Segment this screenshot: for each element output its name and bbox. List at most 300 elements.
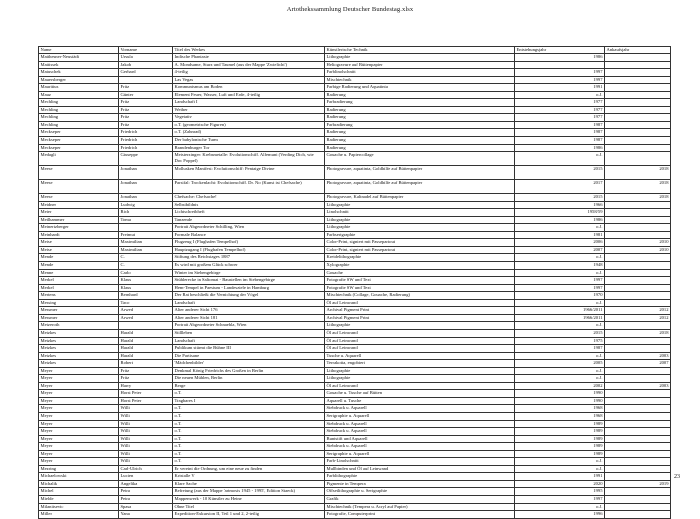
cell-entstehungsjahr: 1987: [515, 121, 605, 129]
cell-titel: Brandenburger Tor: [173, 144, 325, 152]
table-row: [39, 262, 671, 270]
cell-technik: Gouache u. Papiercollage: [325, 152, 515, 166]
cell-vorname: Jakob: [119, 61, 173, 69]
cell-entstehungsjahr: 1989: [515, 428, 605, 436]
table-row: [39, 61, 671, 69]
cell-ankaufsjahr: [605, 450, 671, 458]
table-row: [39, 284, 671, 292]
cell-entstehungsjahr: 1948: [515, 262, 605, 270]
cell-name: Mauritius: [39, 84, 119, 92]
cell-technik: Xylographie: [325, 262, 515, 270]
cell-entstehungsjahr: 2017: [515, 180, 605, 194]
cell-vorname: Fritz: [119, 99, 173, 107]
cell-name: Meckseper: [39, 144, 119, 152]
cell-technik: Radierung: [325, 114, 515, 122]
cell-vorname: Fritz: [119, 375, 173, 383]
cell-technik: Öl auf Leinwand: [325, 382, 515, 390]
cell-vorname: Fritz: [119, 121, 173, 129]
cell-vorname: Harald: [119, 352, 173, 360]
cell-titel: o.T.: [173, 390, 325, 398]
cell-vorname: Jonathan: [119, 194, 173, 202]
cell-titel: o.T.: [173, 405, 325, 413]
cell-name: Meyer: [39, 435, 119, 443]
cell-ankaufsjahr: [605, 299, 671, 307]
cell-vorname: Willi: [119, 435, 173, 443]
cell-titel: Ohne Titel: [173, 503, 325, 511]
table-row: [39, 216, 671, 224]
cell-name: Mielde: [39, 495, 119, 503]
collection-table: [38, 46, 671, 519]
table-row: [39, 152, 671, 166]
cell-technik: Lithographie: [325, 54, 515, 62]
cell-entstehungsjahr: o.J.: [515, 269, 605, 277]
header-name: Name: [39, 47, 119, 54]
cell-ankaufsjahr: [605, 231, 671, 239]
cell-titel: Element Feuer, Wasser, Luft und Erde, 4-teilig: [173, 91, 325, 99]
cell-ankaufsjahr: 2010: [605, 246, 671, 254]
cell-name: Meyer: [39, 412, 119, 420]
cell-ankaufsjahr: [605, 61, 671, 69]
cell-entstehungsjahr: 1975: [515, 337, 605, 345]
cell-vorname: Willi: [119, 420, 173, 428]
cell-entstehungsjahr: 1968: [515, 412, 605, 420]
cell-name: Meyer: [39, 443, 119, 451]
cell-entstehungsjahr: o.J.: [515, 503, 605, 511]
cell-vorname: Lucien: [119, 473, 173, 481]
cell-ankaufsjahr: [605, 322, 671, 330]
cell-technik: Offsetlithographie u. Serigraphie: [325, 488, 515, 496]
cell-vorname: C.: [119, 262, 173, 270]
table-row: [39, 390, 671, 398]
cell-titel: Die neuen Mühlen, Berlin: [173, 375, 325, 383]
cell-entstehungsjahr: 1991: [515, 473, 605, 481]
cell-ankaufsjahr: 2019: [605, 480, 671, 488]
cell-technik: Radierung: [325, 129, 515, 137]
cell-name: Mende: [39, 254, 119, 262]
cell-entstehungsjahr: 1986: [515, 216, 605, 224]
cell-entstehungsjahr: 1966/2011: [515, 314, 605, 322]
cell-ankaufsjahr: 2018: [605, 166, 671, 180]
cell-name: Michalik: [39, 480, 119, 488]
cell-ankaufsjahr: [605, 114, 671, 122]
cell-titel: Las Vegas: [173, 76, 325, 84]
cell-ankaufsjahr: 2003: [605, 352, 671, 360]
cell-entstehungsjahr: 2020: [515, 480, 605, 488]
table-row: [39, 397, 671, 405]
cell-name: Merkel: [39, 284, 119, 292]
cell-name: Meyer: [39, 397, 119, 405]
cell-titel: Mollusken Manifest: Evolutionschiff: Pentaige Divine: [173, 166, 325, 180]
cell-vorname: Ludwig: [119, 201, 173, 209]
cell-name: Michel: [39, 488, 119, 496]
cell-technik: Öl auf Leinwand: [325, 337, 515, 345]
cell-titel: Lichtschreibheft: [173, 209, 325, 217]
cell-entstehungsjahr: 1966: [515, 201, 605, 209]
cell-entstehungsjahr: 1996: [515, 511, 605, 519]
page-number: 23: [674, 474, 680, 480]
cell-titel: Vegetativ: [173, 114, 325, 122]
cell-technik: Grafik: [325, 495, 515, 503]
cell-ankaufsjahr: [605, 54, 671, 62]
cell-vorname: Fritz: [119, 106, 173, 114]
cell-technik: Farbradierung: [325, 121, 515, 129]
table-row: [39, 106, 671, 114]
cell-technik: Kreidelithographie: [325, 254, 515, 262]
cell-entstehungsjahr: 1989: [515, 443, 605, 451]
cell-titel: 4-teilig: [173, 69, 325, 77]
cell-technik: Öl auf Leinwand: [325, 345, 515, 353]
cell-entstehungsjahr: 1995: [515, 488, 605, 496]
cell-name: Meyer: [39, 420, 119, 428]
cell-technik: Terrakotta, engobiert: [325, 360, 515, 368]
cell-name: Milanitsevic: [39, 503, 119, 511]
cell-vorname: [119, 322, 173, 330]
cell-ankaufsjahr: [605, 69, 671, 77]
cell-ankaufsjahr: [605, 269, 671, 277]
cell-technik: Mischtechnik: [325, 76, 515, 84]
cell-ankaufsjahr: [605, 428, 671, 436]
cell-ankaufsjahr: [605, 488, 671, 496]
cell-name: Mezring: [39, 465, 119, 473]
cell-ankaufsjahr: [605, 91, 671, 99]
cell-ankaufsjahr: [605, 458, 671, 466]
cell-ankaufsjahr: [605, 390, 671, 398]
cell-vorname: Arwed: [119, 307, 173, 315]
cell-titel: Denkmal König Friedrichs des Großen in Berlin: [173, 367, 325, 375]
table-row: [39, 503, 671, 511]
cell-entstehungsjahr: 1958/59: [515, 209, 605, 217]
table-row: [39, 299, 671, 307]
table-row: [39, 137, 671, 145]
cell-name: Meise: [39, 246, 119, 254]
cell-name: Meyer: [39, 390, 119, 398]
table-row: [39, 246, 671, 254]
cell-technik: Mullbinden und Öl auf Leinwand: [325, 465, 515, 473]
cell-entstehungsjahr: o.J.: [515, 224, 605, 232]
cell-titel: Es wird mit großem Glück schwer: [173, 262, 325, 270]
cell-titel: Berge: [173, 382, 325, 390]
cell-technik: Lithographie: [325, 375, 515, 383]
cell-technik: Color-Print, signiert mit Passepartout: [325, 239, 515, 247]
cell-ankaufsjahr: [605, 106, 671, 114]
cell-entstehungsjahr: 1989: [515, 420, 605, 428]
cell-technik: Radierung: [325, 137, 515, 145]
table-row: [39, 231, 671, 239]
table-row: [39, 443, 671, 451]
cell-vorname: Arwed: [119, 314, 173, 322]
cell-entstehungsjahr: 2015: [515, 329, 605, 337]
cell-entstehungsjahr: 2015: [515, 194, 605, 202]
cell-ankaufsjahr: [605, 76, 671, 84]
cell-entstehungsjahr: 1968: [515, 405, 605, 413]
cell-technik: Gouache u. Tusche auf Bütten: [325, 390, 515, 398]
cell-entstehungsjahr: 1977: [515, 114, 605, 122]
cell-titel: Chefsache: Chefsache!: [173, 194, 325, 202]
cell-ankaufsjahr: 2012: [605, 314, 671, 322]
cell-ankaufsjahr: [605, 201, 671, 209]
cell-entstehungsjahr: 1990: [515, 397, 605, 405]
table-row: [39, 495, 671, 503]
table-row: [39, 84, 671, 92]
cell-titel: Parsifal: Trockenlacht: Evolutionschiff. Dr. No (Kunst ist Chefsache): [173, 180, 325, 194]
cell-entstehungsjahr: 1987: [515, 345, 605, 353]
cell-titel: Winter im Siebengebirge: [173, 269, 325, 277]
cell-entstehungsjahr: 1991: [515, 84, 605, 92]
table-row: [39, 254, 671, 262]
table-row: [39, 511, 671, 519]
table-row: [39, 307, 671, 315]
cell-name: Meese: [39, 166, 119, 180]
cell-vorname: Yana: [119, 511, 173, 519]
cell-entstehungsjahr: o.J.: [515, 352, 605, 360]
cell-titel: Flugzeug I (Flughafen Tempelhof): [173, 239, 325, 247]
cell-titel: Befreiung (aus der Mappe 'artmosis 1945 - 1995', Edition Staeck): [173, 488, 325, 496]
table-row: [39, 382, 671, 390]
table-row: [39, 352, 671, 360]
table-row: [39, 121, 671, 129]
cell-vorname: Jonathan: [119, 180, 173, 194]
cell-vorname: Giuseppe: [119, 152, 173, 166]
cell-name: Metzkes: [39, 329, 119, 337]
cell-name: Meidner: [39, 201, 119, 209]
cell-vorname: Willi: [119, 428, 173, 436]
cell-titel: Hauptzugang I (Flughafen Tempelhof): [173, 246, 325, 254]
cell-name: Meyer: [39, 375, 119, 383]
cell-titel: A. Mondsame, Sturz und Taumel (aus der Mappe 'Zwielicht'): [173, 61, 325, 69]
cell-technik: Siebdruck u. Aquarell: [325, 443, 515, 451]
table-row: [39, 129, 671, 137]
cell-name: Meinertzberger: [39, 224, 119, 232]
cell-name: Meyer: [39, 367, 119, 375]
cell-technik: Farbige Radierung und Aquatinta: [325, 84, 515, 92]
cell-vorname: Petra: [119, 488, 173, 496]
cell-technik: Farbserigraphie: [325, 231, 515, 239]
cell-ankaufsjahr: [605, 292, 671, 300]
cell-titel: Der Rat beschließt die Vernichtung der Vögel: [173, 292, 325, 300]
cell-vorname: Harald: [119, 345, 173, 353]
document-title: Artothekssammlung Deutscher Bundestag.xlsx: [286, 6, 414, 13]
cell-titel: Selbstbildnis: [173, 201, 325, 209]
cell-name: Meese: [39, 180, 119, 194]
cell-titel: Kommunismus am Boden: [173, 84, 325, 92]
cell-technik: Aquarell u. Tusche: [325, 397, 515, 405]
cell-name: Metzkes: [39, 360, 119, 368]
cell-titel: 'Mädchenbilder': [173, 360, 325, 368]
cell-ankaufsjahr: [605, 495, 671, 503]
cell-technik: Lithographie: [325, 367, 515, 375]
cell-name: Meise: [39, 239, 119, 247]
cell-technik: Heliogravure auf Büttenpapier: [325, 61, 515, 69]
table-row: [39, 239, 671, 247]
cell-entstehungsjahr: 1986: [515, 54, 605, 62]
cell-technik: Buntstift und Aquarell: [325, 435, 515, 443]
cell-technik: Photogravure, aquatinta, Goldhilfe auf Büttenpapier: [325, 180, 515, 194]
cell-vorname: Willi: [119, 458, 173, 466]
table-row: [39, 194, 671, 202]
cell-technik: Öl auf Leinwand: [325, 299, 515, 307]
cell-technik: Siebdruck u. Aquarell: [325, 428, 515, 436]
cell-ankaufsjahr: [605, 144, 671, 152]
cell-entstehungsjahr: o.J.: [515, 152, 605, 166]
cell-name: Meyer: [39, 458, 119, 466]
cell-technik: Farblithographie: [325, 473, 515, 481]
cell-entstehungsjahr: 1987: [515, 137, 605, 145]
table-row: [39, 329, 671, 337]
cell-vorname: Toma: [119, 216, 173, 224]
table-row: [39, 322, 671, 330]
cell-name: Meckseper: [39, 137, 119, 145]
table-row: [39, 435, 671, 443]
cell-technik: Radierung: [325, 144, 515, 152]
cell-ankaufsjahr: [605, 137, 671, 145]
header-titel: Titel des Werkes: [173, 47, 325, 54]
cell-titel: Weiher: [173, 106, 325, 114]
table-row: [39, 473, 671, 481]
cell-titel: Indische Phantasie: [173, 54, 325, 62]
cell-vorname: Harald: [119, 337, 173, 345]
cell-ankaufsjahr: [605, 337, 671, 345]
cell-ankaufsjahr: [605, 367, 671, 375]
cell-name: Michaelowski: [39, 473, 119, 481]
cell-name: Mechling: [39, 114, 119, 122]
table-row: [39, 69, 671, 77]
table-header-row: [39, 47, 671, 54]
cell-name: Matthesner-Neustädt: [39, 54, 119, 62]
cell-technik: Farbradierung: [325, 99, 515, 107]
table-row: [39, 224, 671, 232]
cell-titel: o.T.: [173, 428, 325, 436]
cell-name: Mauersberger: [39, 76, 119, 84]
cell-entstehungsjahr: 1997: [515, 284, 605, 292]
cell-technik: Lithographie: [325, 216, 515, 224]
cell-titel: Klare Sache: [173, 480, 325, 488]
cell-entstehungsjahr: 2006: [515, 239, 605, 247]
cell-ankaufsjahr: [605, 99, 671, 107]
cell-titel: Die Partisane: [173, 352, 325, 360]
cell-titel: Landschaft: [173, 299, 325, 307]
cell-technik: Gouache: [325, 269, 515, 277]
table-row: [39, 480, 671, 488]
table-row: [39, 209, 671, 217]
cell-vorname: Willi: [119, 405, 173, 413]
cell-vorname: [119, 224, 173, 232]
cell-name: Meyer: [39, 450, 119, 458]
cell-name: Meyer: [39, 405, 119, 413]
cell-ankaufsjahr: [605, 254, 671, 262]
cell-vorname: Rich: [119, 209, 173, 217]
cell-ankaufsjahr: [605, 503, 671, 511]
cell-titel: Landschaft: [173, 337, 325, 345]
cell-ankaufsjahr: [605, 262, 671, 270]
cell-vorname: Fritz: [119, 84, 173, 92]
cell-titel: Hem-Tempel in Paestum - Landesziele in Hamburg: [173, 284, 325, 292]
cell-technik: Serigraphie u. Aquarell: [325, 412, 515, 420]
cell-technik: Fotografie SW und Text: [325, 277, 515, 285]
cell-vorname: Gerhard: [119, 69, 173, 77]
cell-entstehungsjahr: 1986: [515, 144, 605, 152]
cell-vorname: Spasa: [119, 503, 173, 511]
cell-name: Meckseper: [39, 129, 119, 137]
cell-vorname: Taco: [119, 299, 173, 307]
cell-titel: o.T. (geometrische Figuren): [173, 121, 325, 129]
cell-vorname: Friedrich: [119, 129, 173, 137]
cell-ankaufsjahr: 2003: [605, 382, 671, 390]
cell-name: Mertens: [39, 292, 119, 300]
cell-name: Miller: [39, 511, 119, 519]
cell-vorname: Harald: [119, 329, 173, 337]
cell-name: Metzkes: [39, 352, 119, 360]
cell-technik: Archival Pigment Print: [325, 307, 515, 315]
cell-titel: o.T.: [173, 412, 325, 420]
cell-ankaufsjahr: [605, 121, 671, 129]
cell-ankaufsjahr: [605, 465, 671, 473]
table-row: [39, 345, 671, 353]
cell-titel: Kristalle V: [173, 473, 325, 481]
cell-entstehungsjahr: 1966/2011: [515, 307, 605, 315]
cell-vorname: Robert: [119, 360, 173, 368]
cell-entstehungsjahr: 2005: [515, 360, 605, 368]
cell-name: Meese: [39, 194, 119, 202]
cell-entstehungsjahr: 1990: [515, 390, 605, 398]
cell-ankaufsjahr: 2018: [605, 180, 671, 194]
cell-entstehungsjahr: o.J.: [515, 375, 605, 383]
table-row: [39, 114, 671, 122]
table-row: [39, 54, 671, 62]
cell-technik: Color-Print, signiert mit Passepartout: [325, 246, 515, 254]
cell-technik: Öl auf Leinwand: [325, 329, 515, 337]
cell-technik: Linolschnitt: [325, 209, 515, 217]
cell-ankaufsjahr: [605, 209, 671, 217]
cell-ankaufsjahr: [605, 129, 671, 137]
cell-technik: Fotografie, Computerprint: [325, 511, 515, 519]
cell-technik: Mischtechnik (Tempera u. Acryl auf Papier): [325, 503, 515, 511]
table-row: [39, 488, 671, 496]
table-row: [39, 337, 671, 345]
cell-entstehungsjahr: [515, 61, 605, 69]
cell-technik: Lithographie: [325, 224, 515, 232]
cell-entstehungsjahr: 1997: [515, 76, 605, 84]
cell-technik: Siebdruck u. Aquarell: [325, 405, 515, 413]
header-vorname: Vorname: [119, 47, 173, 54]
cell-technik: Radierung: [325, 106, 515, 114]
cell-vorname: Willi: [119, 412, 173, 420]
header-technik: Künstlerische Technik: [325, 47, 515, 54]
table-row: [39, 314, 671, 322]
cell-name: Meyer: [39, 428, 119, 436]
cell-vorname: Carl-Ulrich: [119, 465, 173, 473]
cell-technik: Mischtechnik (Collage, Gouache, Radierung): [325, 292, 515, 300]
cell-ankaufsjahr: [605, 420, 671, 428]
cell-vorname: Horst Peter: [119, 397, 173, 405]
cell-technik: Lithographie: [325, 201, 515, 209]
cell-name: Mauz: [39, 91, 119, 99]
cell-titel: Stiftung des Reichstages 1887: [173, 254, 325, 262]
table-row: [39, 76, 671, 84]
cell-ankaufsjahr: [605, 412, 671, 420]
cell-vorname: Bernhard: [119, 292, 173, 300]
table-row: [39, 405, 671, 413]
cell-entstehungsjahr: 1977: [515, 99, 605, 107]
cell-technik: Photogravure, Kaltnadel auf Büttenpapier: [325, 194, 515, 202]
cell-technik: Farb-Linolschnitt: [325, 458, 515, 466]
table-row: [39, 465, 671, 473]
cell-technik: Farblinolschnitt: [325, 69, 515, 77]
cell-vorname: Klaus: [119, 277, 173, 285]
table-row: [39, 375, 671, 383]
table-row: [39, 450, 671, 458]
cell-name: Mechling: [39, 106, 119, 114]
cell-vorname: Carlo: [119, 269, 173, 277]
